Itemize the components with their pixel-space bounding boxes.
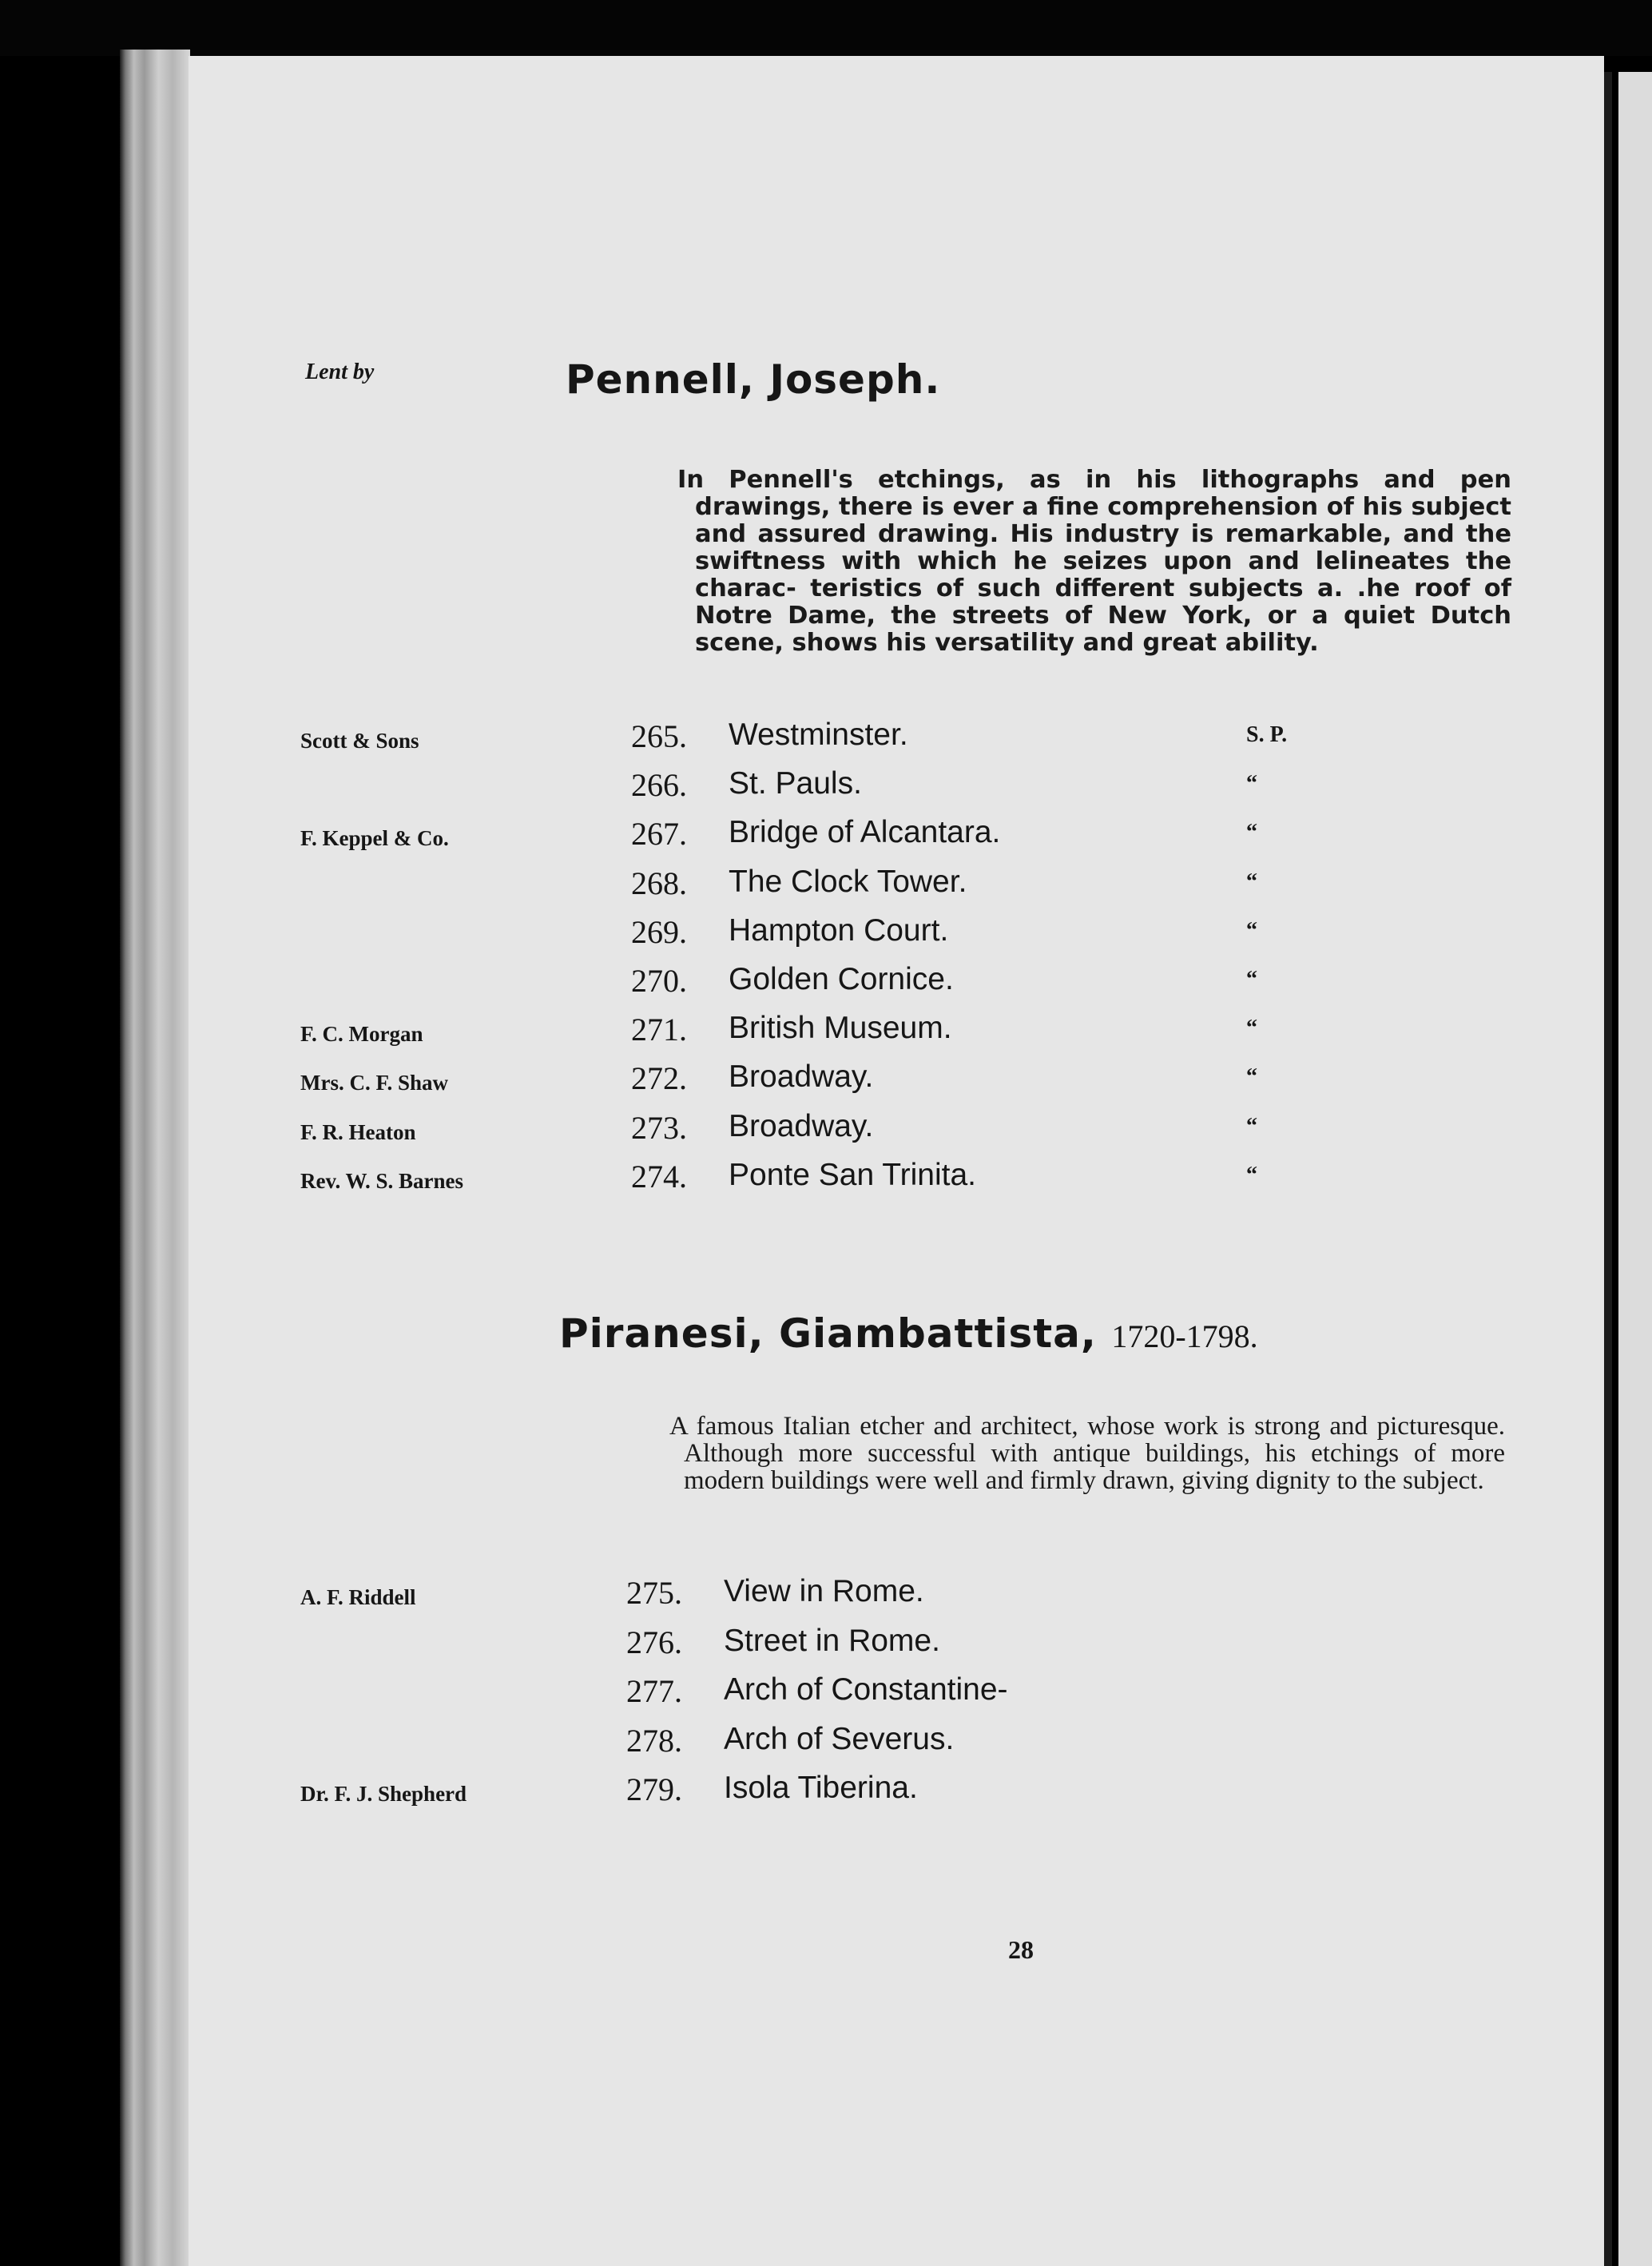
- scan-top-border: [0, 0, 1652, 56]
- artist-name: Piranesi, Giambattista,: [559, 1310, 1097, 1357]
- page-number: 28: [1008, 1935, 1034, 1964]
- print-title: Bridge of Alcantara.: [729, 815, 1001, 850]
- print-title: The Clock Tower.: [729, 864, 967, 899]
- print-title: Hampton Court.: [729, 912, 949, 948]
- catalogue-entry: [0, 815, 1652, 860]
- print-title: Golden Cornice.: [729, 962, 954, 996]
- lender-name: Scott & Sons: [300, 729, 419, 753]
- catalogue-number: 265.: [631, 718, 687, 754]
- print-state: “: [1246, 869, 1257, 894]
- lender-name: Rev. W. S. Barnes: [300, 1168, 464, 1193]
- catalogue-entry: [0, 865, 1652, 909]
- print-state: “: [1246, 1113, 1257, 1139]
- catalogue-entry: [0, 766, 1652, 811]
- catalogue-number: 273.: [631, 1109, 687, 1146]
- print-state: “: [1246, 917, 1257, 943]
- lender-name: F. Keppel & Co.: [300, 826, 449, 851]
- catalogue-number: 268.: [631, 865, 687, 901]
- catalogue-entry: [0, 1722, 1652, 1767]
- artist-heading-piranesi: [559, 1310, 1258, 1357]
- print-title: Westminster.: [729, 718, 908, 752]
- catalogue-number: 266.: [631, 767, 687, 804]
- catalogue-number: 275.: [626, 1575, 682, 1611]
- catalogue-number: 272.: [631, 1060, 687, 1097]
- catalogue-entry: [0, 1109, 1652, 1154]
- catalogue-number: 279.: [626, 1771, 682, 1807]
- print-state: “: [1246, 1016, 1257, 1041]
- catalogue-number: 277.: [626, 1673, 682, 1709]
- catalogue-entry: [0, 962, 1652, 1007]
- catalogue-number: 271.: [631, 1012, 687, 1048]
- catalogue-entry: [0, 718, 1652, 762]
- lender-name: F. R. Heaton: [300, 1119, 416, 1144]
- print-state: “: [1246, 1162, 1257, 1187]
- catalogue-entry: [0, 1059, 1652, 1104]
- print-title: Street in Rome.: [724, 1623, 940, 1658]
- lender-name: Mrs. C. F. Shaw: [300, 1071, 449, 1095]
- print-state: S. P.: [1246, 722, 1288, 747]
- catalogue-entry: [0, 1672, 1652, 1717]
- print-state: “: [1246, 967, 1257, 992]
- print-title: View in Rome.: [724, 1574, 924, 1608]
- print-title: St. Pauls.: [729, 766, 862, 801]
- catalogue-number: 276.: [626, 1624, 682, 1660]
- print-title: British Museum.: [729, 1011, 952, 1046]
- lender-name: Dr. F. J. Shepherd: [300, 1782, 467, 1806]
- catalogue-entry: [0, 1574, 1652, 1619]
- print-title: Isola Tiberina.: [724, 1771, 918, 1805]
- artist-description-piranesi: A famous Italian etcher and architect, whose work is strong and picturesque. Although more successful with antique buildings, his etchings of more modern buildings were well and firmly drawn, giving dignity to the subject.: [669, 1412, 1505, 1495]
- print-title: Arch of Constantine-: [724, 1672, 1008, 1707]
- print-title: Broadway.: [729, 1059, 874, 1095]
- catalogue-number: 269.: [631, 913, 687, 950]
- artist-name: Pennell, Joseph.: [566, 356, 941, 403]
- catalogue-entry: [0, 1624, 1652, 1668]
- print-state: “: [1246, 820, 1257, 845]
- catalogue-entry: [0, 913, 1652, 958]
- catalogue-entry: [0, 1158, 1652, 1203]
- catalogue-number: 267.: [631, 816, 687, 853]
- print-title: Arch of Severus.: [724, 1721, 955, 1756]
- catalogue-entry: [0, 1771, 1652, 1815]
- artist-dates: 1720-1798.: [1111, 1318, 1258, 1354]
- catalogue-number: 274.: [631, 1158, 687, 1195]
- lent-by-label: Lent by: [305, 360, 375, 384]
- print-state: “: [1246, 771, 1257, 797]
- artist-description-pennell: In Pennell's etchings, as in his lithographs and pen drawings, there is ever a fine comprehension of his subject and assured drawing. His industry is remarkable, and the swiftness with which he seizes upon and lelineates the charac- teristics of such different subjects a. .he roof of Notre Dame, the streets of New York, or a quiet Dutch scene, shows his versatility and great ability.: [677, 466, 1511, 657]
- lender-name: F. C. Morgan: [300, 1022, 423, 1047]
- catalogue-number: 270.: [631, 963, 687, 999]
- catalogue-entry: [0, 1011, 1652, 1055]
- lender-name: A. F. Riddell: [300, 1585, 416, 1609]
- artist-heading-pennell: [566, 356, 940, 403]
- print-title: Broadway.: [729, 1108, 874, 1143]
- catalogue-number: 278.: [626, 1722, 682, 1759]
- print-title: Ponte San Trinita.: [729, 1157, 977, 1192]
- print-state: “: [1246, 1064, 1257, 1090]
